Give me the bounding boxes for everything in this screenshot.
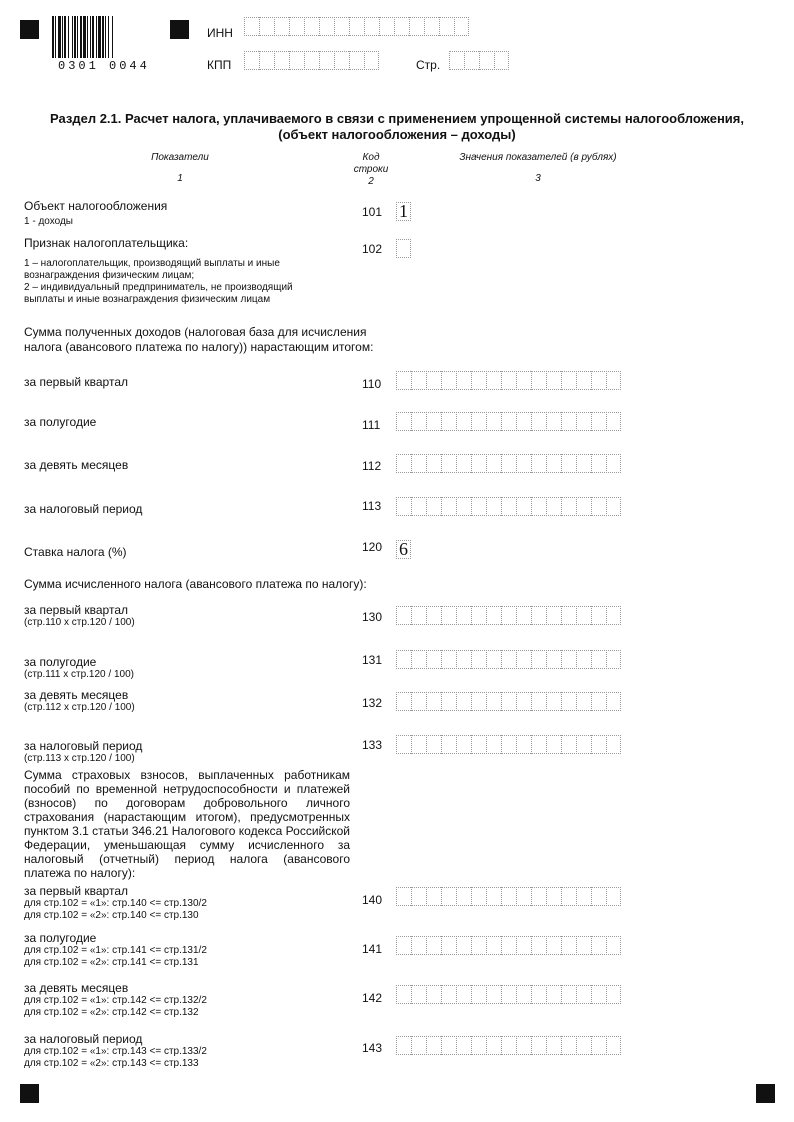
row-102-option2-line2: выплаты и иные вознаграждения физическим лицам	[24, 294, 271, 305]
kpp-field[interactable]	[244, 51, 379, 70]
character-cell[interactable]	[396, 371, 411, 390]
section-title-line1: Раздел 2.1. Расчет налога, уплачиваемого в связи с применением упрощенной системы налогообложения,	[50, 111, 744, 126]
character-cell[interactable]	[411, 1036, 426, 1055]
character-cell[interactable]	[486, 412, 501, 431]
column-number-2: 2	[368, 176, 374, 187]
row-101-value: 1	[399, 201, 408, 221]
character-cell[interactable]	[606, 692, 621, 711]
character-cell[interactable]	[394, 17, 409, 36]
character-cell[interactable]	[546, 936, 561, 955]
barcode-image	[52, 16, 154, 58]
registration-mark-bottom-right	[756, 1084, 775, 1103]
character-cell[interactable]	[454, 17, 469, 36]
character-cell[interactable]	[591, 887, 606, 906]
character-cell[interactable]	[486, 606, 501, 625]
row-133-code: 133	[362, 738, 383, 752]
character-cell[interactable]	[471, 371, 486, 390]
character-cell[interactable]	[379, 17, 394, 36]
character-cell[interactable]	[471, 606, 486, 625]
insurance-heading: Сумма страховых взносов, выплаченных работникам пособий по временной нетрудоспособности и платежей (взносов) по договорам добровольного личного страхования (нарастающим итогом), предусмотренных пунктом 3.1 статьи 346.21 Налогового кодекса Российской Федерации, уменьшающая сумму исчисленного за налоговый (отчетный) период налога (авансового платежа по налогу):	[24, 768, 350, 880]
character-cell[interactable]	[576, 735, 591, 754]
character-cell[interactable]	[441, 936, 456, 955]
character-cell[interactable]	[591, 497, 606, 516]
character-cell[interactable]	[409, 17, 424, 36]
tax-heading: Сумма исчисленного налога (авансового платежа по налогу):	[24, 577, 367, 591]
character-cell[interactable]	[411, 606, 426, 625]
character-cell[interactable]	[576, 606, 591, 625]
character-cell[interactable]	[456, 454, 471, 473]
row-140-label: за первый квартал	[24, 884, 129, 898]
character-cell[interactable]	[516, 692, 531, 711]
kpp-label: КПП	[207, 58, 232, 72]
character-cell[interactable]	[606, 936, 621, 955]
character-cell[interactable]	[471, 1036, 486, 1055]
character-cell[interactable]	[531, 606, 546, 625]
column-header-code-line1: Код	[362, 152, 380, 163]
character-cell[interactable]	[561, 985, 576, 1004]
character-cell[interactable]	[364, 17, 379, 36]
row-102-option1-line1: 1 – налогоплательщик, производящий выплаты и иные	[24, 258, 280, 269]
character-cell[interactable]	[576, 497, 591, 516]
registration-mark-bottom-left	[20, 1084, 39, 1103]
character-cell[interactable]	[426, 371, 441, 390]
character-cell[interactable]	[471, 412, 486, 431]
character-cell[interactable]	[516, 936, 531, 955]
row-111-code: 111	[362, 418, 381, 432]
character-cell[interactable]	[501, 735, 516, 754]
row-102-value-field[interactable]	[396, 239, 411, 258]
character-cell[interactable]	[516, 371, 531, 390]
character-cell[interactable]	[516, 735, 531, 754]
character-cell[interactable]	[486, 936, 501, 955]
character-cell[interactable]	[411, 650, 426, 669]
row-101-value-field[interactable]	[396, 202, 411, 221]
row-112-code: 112	[362, 459, 382, 473]
row-113-label: за налоговый период	[24, 502, 143, 516]
character-cell[interactable]	[274, 51, 289, 70]
character-cell[interactable]	[501, 887, 516, 906]
character-cell[interactable]	[426, 692, 441, 711]
character-cell[interactable]	[411, 735, 426, 754]
character-cell[interactable]	[606, 887, 621, 906]
character-cell[interactable]	[364, 51, 379, 70]
character-cell[interactable]	[441, 371, 456, 390]
character-cell[interactable]	[486, 692, 501, 711]
row-130-label: за первый квартал	[24, 603, 129, 617]
row-120-value-field[interactable]	[396, 540, 411, 559]
row-110-code: 110	[362, 377, 382, 391]
character-cell[interactable]	[259, 17, 274, 36]
character-cell[interactable]	[396, 650, 411, 669]
character-cell[interactable]	[576, 985, 591, 1004]
character-cell[interactable]	[259, 51, 274, 70]
character-cell[interactable]	[546, 454, 561, 473]
column-header-indicators: Показатели	[151, 152, 209, 163]
row-131-code: 131	[362, 653, 383, 667]
character-cell[interactable]	[396, 239, 411, 258]
character-cell[interactable]	[591, 454, 606, 473]
character-cell[interactable]	[591, 650, 606, 669]
character-cell[interactable]	[486, 371, 501, 390]
character-cell[interactable]	[576, 412, 591, 431]
column-number-1: 1	[177, 173, 183, 184]
character-cell[interactable]	[501, 985, 516, 1004]
row-143-code: 143	[362, 1041, 383, 1055]
character-cell[interactable]	[494, 51, 509, 70]
character-cell[interactable]	[591, 412, 606, 431]
row-143-condition1: для стр.102 = «1»: стр.143 <= стр.133/2	[24, 1046, 207, 1057]
row-111-label: за полугодие	[24, 415, 97, 429]
character-cell[interactable]	[591, 735, 606, 754]
row-102-label: Признак налогоплательщика:	[24, 236, 189, 250]
character-cell[interactable]	[486, 887, 501, 906]
character-cell[interactable]	[441, 454, 456, 473]
character-cell[interactable]	[411, 454, 426, 473]
row-131-value-field[interactable]	[396, 650, 621, 669]
character-cell[interactable]	[501, 936, 516, 955]
character-cell[interactable]	[441, 887, 456, 906]
character-cell[interactable]	[334, 17, 349, 36]
character-cell[interactable]	[439, 17, 454, 36]
character-cell[interactable]	[591, 936, 606, 955]
character-cell[interactable]	[396, 887, 411, 906]
row-120-value: 6	[399, 539, 408, 559]
character-cell[interactable]	[576, 1036, 591, 1055]
character-cell[interactable]	[471, 692, 486, 711]
row-141-label: за полугодие	[24, 931, 97, 945]
character-cell[interactable]	[576, 692, 591, 711]
character-cell[interactable]	[486, 985, 501, 1004]
row-133-label: за налоговый период	[24, 739, 143, 753]
character-cell[interactable]	[411, 887, 426, 906]
character-cell[interactable]	[471, 497, 486, 516]
character-cell[interactable]	[411, 497, 426, 516]
character-cell[interactable]	[561, 692, 576, 711]
character-cell[interactable]	[516, 606, 531, 625]
character-cell[interactable]	[516, 985, 531, 1004]
row-132-label: за девять месяцев	[24, 688, 129, 702]
character-cell[interactable]	[411, 985, 426, 1004]
character-cell[interactable]	[304, 51, 319, 70]
row-140-condition2: для стр.102 = «2»: стр.140 <= стр.130	[24, 910, 199, 921]
character-cell[interactable]	[244, 17, 259, 36]
character-cell[interactable]	[289, 17, 304, 36]
row-110-label: за первый квартал	[24, 375, 129, 389]
character-cell[interactable]	[426, 650, 441, 669]
registration-mark-top-left	[20, 20, 39, 39]
character-cell[interactable]	[591, 606, 606, 625]
character-cell[interactable]	[426, 412, 441, 431]
character-cell[interactable]	[576, 454, 591, 473]
character-cell[interactable]	[516, 650, 531, 669]
character-cell[interactable]	[396, 1036, 411, 1055]
row-101-label: Объект налогообложения	[24, 199, 168, 213]
character-cell[interactable]	[441, 985, 456, 1004]
character-cell[interactable]	[501, 650, 516, 669]
character-cell[interactable]	[486, 454, 501, 473]
row-133-value-field[interactable]	[396, 735, 621, 754]
character-cell[interactable]	[516, 1036, 531, 1055]
row-102-option2-line1: 2 – индивидуальный предприниматель, не производящий	[24, 282, 293, 293]
character-cell[interactable]	[531, 1036, 546, 1055]
character-cell[interactable]	[606, 606, 621, 625]
character-cell[interactable]	[606, 985, 621, 1004]
character-cell[interactable]	[471, 936, 486, 955]
character-cell[interactable]	[501, 371, 516, 390]
character-cell[interactable]	[591, 985, 606, 1004]
character-cell[interactable]	[561, 371, 576, 390]
character-cell[interactable]	[501, 497, 516, 516]
character-cell[interactable]	[531, 412, 546, 431]
character-cell[interactable]	[304, 17, 319, 36]
character-cell[interactable]	[456, 371, 471, 390]
row-101-sublabel: 1 - доходы	[24, 216, 73, 227]
character-cell[interactable]	[576, 650, 591, 669]
row-140-condition1: для стр.102 = «1»: стр.140 <= стр.130/2	[24, 898, 207, 909]
character-cell[interactable]	[546, 1036, 561, 1055]
barcode-number: 0301 0044	[58, 59, 150, 73]
inn-field[interactable]	[244, 17, 469, 36]
character-cell[interactable]	[546, 735, 561, 754]
character-cell[interactable]	[424, 17, 439, 36]
character-cell[interactable]	[426, 454, 441, 473]
character-cell[interactable]	[606, 497, 621, 516]
character-cell[interactable]	[606, 371, 621, 390]
character-cell[interactable]	[456, 692, 471, 711]
character-cell[interactable]	[561, 936, 576, 955]
character-cell[interactable]	[546, 650, 561, 669]
character-cell[interactable]	[411, 412, 426, 431]
row-101-code: 101	[362, 205, 383, 219]
registration-mark-top-middle	[170, 20, 189, 39]
character-cell[interactable]	[471, 650, 486, 669]
character-cell[interactable]	[471, 887, 486, 906]
character-cell[interactable]	[426, 606, 441, 625]
row-113-code: 113	[362, 499, 382, 513]
character-cell[interactable]	[606, 735, 621, 754]
row-111-value-field[interactable]	[396, 412, 621, 431]
character-cell[interactable]	[531, 735, 546, 754]
character-cell[interactable]	[531, 371, 546, 390]
character-cell[interactable]	[546, 985, 561, 1004]
row-120-label: Ставка налога (%)	[24, 545, 127, 559]
character-cell[interactable]	[396, 985, 411, 1004]
character-cell[interactable]	[591, 1036, 606, 1055]
row-102-option1-line2: вознаграждения физическим лицам;	[24, 270, 195, 281]
row-141-condition2: для стр.102 = «2»: стр.141 <= стр.131	[24, 957, 199, 968]
character-cell[interactable]	[334, 51, 349, 70]
character-cell[interactable]	[561, 497, 576, 516]
character-cell[interactable]	[561, 454, 576, 473]
character-cell[interactable]	[501, 1036, 516, 1055]
character-cell[interactable]	[501, 454, 516, 473]
character-cell[interactable]	[531, 887, 546, 906]
character-cell[interactable]	[396, 735, 411, 754]
character-cell[interactable]	[319, 17, 334, 36]
character-cell[interactable]	[546, 412, 561, 431]
row-141-code: 141	[362, 942, 383, 956]
character-cell[interactable]	[606, 412, 621, 431]
character-cell[interactable]	[546, 497, 561, 516]
character-cell[interactable]	[486, 497, 501, 516]
character-cell[interactable]	[411, 692, 426, 711]
character-cell[interactable]	[486, 650, 501, 669]
character-cell[interactable]	[456, 985, 471, 1004]
inn-label: ИНН	[207, 26, 233, 40]
character-cell[interactable]	[426, 735, 441, 754]
character-cell[interactable]	[501, 606, 516, 625]
page-label: Стр.	[416, 58, 441, 72]
character-cell[interactable]	[531, 985, 546, 1004]
row-131-formula: (стр.111 х стр.120 / 100)	[24, 669, 134, 680]
character-cell[interactable]	[426, 936, 441, 955]
section-title-line2: (объект налогообложения – доходы)	[278, 127, 516, 142]
character-cell[interactable]	[471, 454, 486, 473]
character-cell[interactable]	[486, 735, 501, 754]
character-cell[interactable]	[561, 887, 576, 906]
character-cell[interactable]	[546, 371, 561, 390]
character-cell[interactable]	[546, 692, 561, 711]
character-cell[interactable]	[561, 735, 576, 754]
row-142-code: 142	[362, 991, 383, 1005]
character-cell[interactable]	[456, 606, 471, 625]
row-130-formula: (стр.110 х стр.120 / 100)	[24, 617, 135, 628]
character-cell[interactable]	[561, 1036, 576, 1055]
income-heading-line1: Сумма полученных доходов (налоговая база для исчисления	[24, 325, 367, 339]
character-cell[interactable]	[396, 412, 411, 431]
character-cell[interactable]	[456, 497, 471, 516]
character-cell[interactable]	[456, 412, 471, 431]
character-cell[interactable]	[456, 887, 471, 906]
character-cell[interactable]	[289, 51, 304, 70]
income-heading-line2: налога (авансового платежа по налогу)) нарастающим итогом:	[24, 340, 374, 354]
character-cell[interactable]	[576, 887, 591, 906]
character-cell[interactable]	[546, 606, 561, 625]
row-141-value-field[interactable]	[396, 936, 621, 955]
row-132-formula: (стр.112 х стр.120 / 100)	[24, 702, 135, 713]
row-143-value-field[interactable]	[396, 1036, 621, 1055]
character-cell[interactable]	[396, 692, 411, 711]
character-cell[interactable]	[576, 936, 591, 955]
character-cell[interactable]	[531, 936, 546, 955]
column-number-3: 3	[535, 173, 541, 184]
character-cell[interactable]	[456, 650, 471, 669]
row-142-label: за девять месяцев	[24, 981, 129, 995]
character-cell[interactable]	[531, 650, 546, 669]
row-133-formula: (стр.113 х стр.120 / 100)	[24, 753, 135, 764]
character-cell[interactable]	[426, 497, 441, 516]
character-cell[interactable]	[426, 985, 441, 1004]
character-cell[interactable]	[531, 454, 546, 473]
character-cell[interactable]	[479, 51, 494, 70]
character-cell[interactable]	[456, 1036, 471, 1055]
character-cell[interactable]	[441, 692, 456, 711]
character-cell[interactable]	[471, 735, 486, 754]
character-cell[interactable]	[441, 412, 456, 431]
row-112-label: за девять месяцев	[24, 458, 129, 472]
character-cell[interactable]	[441, 650, 456, 669]
character-cell[interactable]	[396, 936, 411, 955]
character-cell[interactable]	[441, 606, 456, 625]
page-number-field[interactable]	[449, 51, 509, 70]
character-cell[interactable]	[396, 497, 411, 516]
column-header-values: Значения показателей (в рублях)	[459, 152, 617, 163]
character-cell[interactable]	[464, 51, 479, 70]
character-cell[interactable]	[486, 1036, 501, 1055]
character-cell[interactable]	[456, 735, 471, 754]
character-cell[interactable]	[426, 887, 441, 906]
character-cell[interactable]	[396, 454, 411, 473]
character-cell[interactable]	[471, 985, 486, 1004]
row-143-label: за налоговый период	[24, 1032, 143, 1046]
character-cell[interactable]	[591, 371, 606, 390]
character-cell[interactable]	[396, 606, 411, 625]
character-cell[interactable]	[516, 887, 531, 906]
row-143-condition2: для стр.102 = «2»: стр.143 <= стр.133	[24, 1058, 199, 1069]
character-cell[interactable]	[591, 692, 606, 711]
row-131-label: за полугодие	[24, 655, 97, 669]
character-cell[interactable]	[319, 51, 334, 70]
character-cell[interactable]	[606, 454, 621, 473]
character-cell[interactable]	[441, 735, 456, 754]
row-142-condition2: для стр.102 = «2»: стр.142 <= стр.132	[24, 1007, 199, 1018]
character-cell[interactable]	[441, 497, 456, 516]
character-cell[interactable]	[426, 1036, 441, 1055]
character-cell[interactable]	[501, 412, 516, 431]
character-cell[interactable]	[456, 936, 471, 955]
character-cell[interactable]	[606, 1036, 621, 1055]
column-header-code-line2: строки	[353, 164, 389, 175]
character-cell[interactable]	[411, 936, 426, 955]
row-132-code: 132	[362, 696, 383, 710]
character-cell[interactable]	[349, 51, 364, 70]
character-cell[interactable]	[244, 51, 259, 70]
character-cell[interactable]	[606, 650, 621, 669]
row-130-code: 130	[362, 610, 383, 624]
row-112-value-field[interactable]	[396, 454, 621, 473]
character-cell[interactable]	[274, 17, 289, 36]
character-cell[interactable]	[516, 412, 531, 431]
row-141-condition1: для стр.102 = «1»: стр.141 <= стр.131/2	[24, 945, 207, 956]
row-113-value-field[interactable]	[396, 497, 621, 516]
character-cell[interactable]	[531, 497, 546, 516]
character-cell[interactable]	[546, 887, 561, 906]
character-cell[interactable]	[561, 650, 576, 669]
character-cell[interactable]	[516, 497, 531, 516]
row-102-code: 102	[362, 242, 383, 256]
character-cell[interactable]	[576, 371, 591, 390]
row-130-value-field[interactable]	[396, 606, 621, 625]
row-142-condition1: для стр.102 = «1»: стр.142 <= стр.132/2	[24, 995, 207, 1006]
character-cell[interactable]	[561, 412, 576, 431]
row-132-value-field[interactable]	[396, 692, 621, 711]
character-cell[interactable]	[561, 606, 576, 625]
character-cell[interactable]	[449, 51, 464, 70]
row-140-code: 140	[362, 893, 383, 907]
character-cell[interactable]	[441, 1036, 456, 1055]
row-140-value-field[interactable]	[396, 887, 621, 906]
row-110-value-field[interactable]	[396, 371, 621, 390]
character-cell[interactable]	[411, 371, 426, 390]
character-cell[interactable]	[531, 692, 546, 711]
row-142-value-field[interactable]	[396, 985, 621, 1004]
row-120-code: 120	[362, 540, 383, 554]
character-cell[interactable]	[501, 692, 516, 711]
character-cell[interactable]	[516, 454, 531, 473]
character-cell[interactable]	[349, 17, 364, 36]
